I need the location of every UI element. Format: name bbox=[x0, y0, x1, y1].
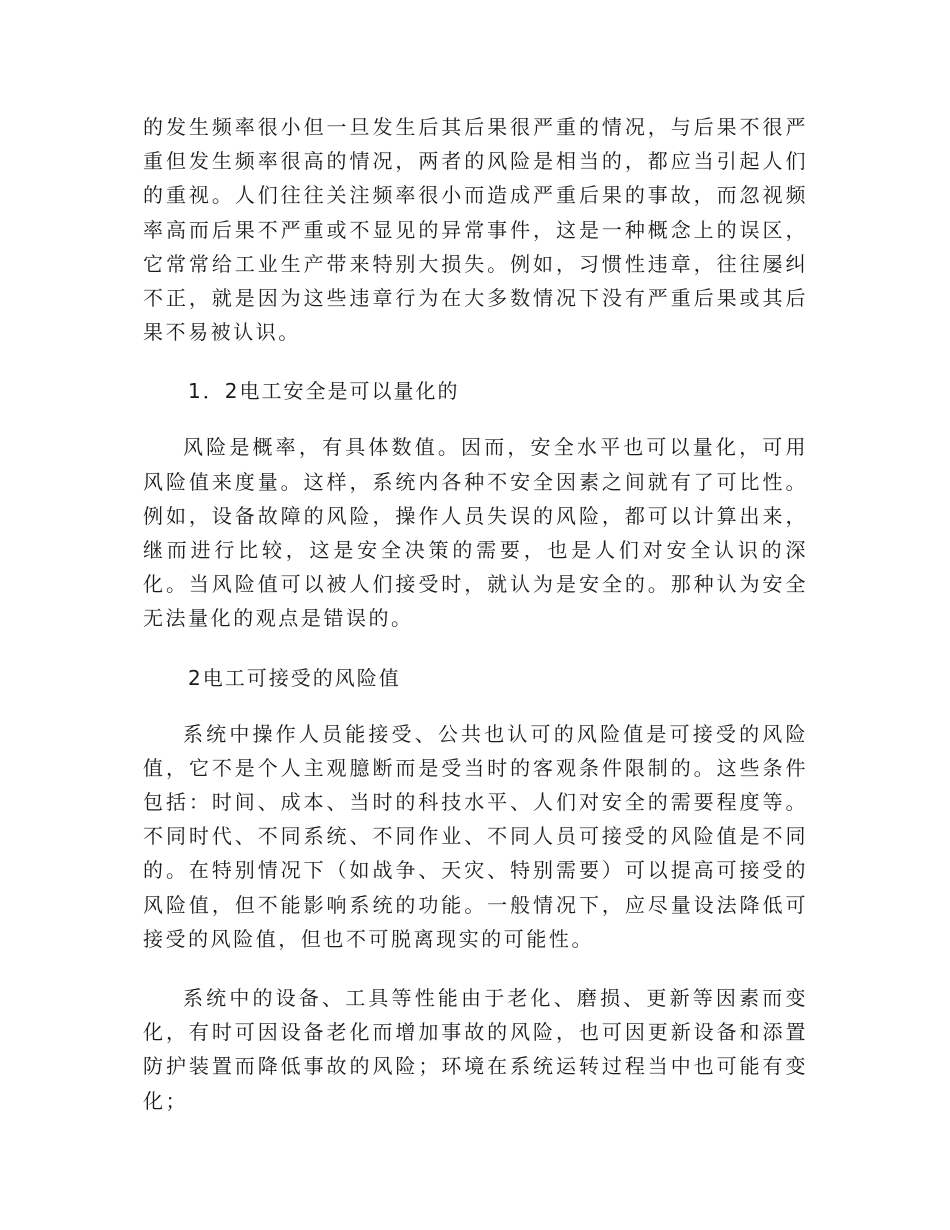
spacer bbox=[143, 956, 808, 981]
paragraph-continuation: 的发生频率很小但一旦发生后其后果很严重的情况，与后果不很严重但发生频率很高的情况，两者的风险是相当的，都应当引起人们的重视。人们往往关注频率很小而造成严重后果的事故，而忽视频率高而后果不严重或不显见的异常事件，这是一种概念上的误区，它常常给工业生产带来特别大损失。例如，习惯性违章，往往屡纠不正，就是因为这些违章行为在大多数情况下没有严重后果或其后果不易被认识。 bbox=[143, 115, 808, 345]
paragraph-quantifiable-safety: 风险是概率，有具体数值。因而，安全水平也可以量化，可用风险值来度量。这样，系统内各种不安全因素之间就有了可比性。例如，设备故障的风险，操作人员失误的风险，都可以计算出来，继而进行比较，这是安全决策的需要，也是人们对安全认识的深化。当风险值可以被人们接受时，就认为是安全的。那种认为安全无法量化的观点是错误的。 bbox=[143, 435, 808, 631]
spacer bbox=[143, 636, 808, 661]
document-body bbox=[143, 110, 808, 1118]
spacer bbox=[143, 695, 808, 717]
spacer bbox=[143, 408, 808, 430]
paragraph-acceptable-risk: 系统中操作人员能接受、公共也认可的风险值是可接受的风险值，它不是个人主观臆断而是受当时的客观条件限制的。这些条件包括：时间、成本、当时的科技水平、人们对安全的需要程度等。不同时代、不同系统、不同作业、不同人员可接受的风险值是不同的。在特别情况下（如战争、天灾、特别需要）可以提高可接受的风险值，但不能影响系统的功能。一般情况下，应尽量设法降低可接受的风险值，但也不可脱离现实的可能性。 bbox=[143, 721, 808, 951]
paragraph-equipment-change: 系统中的设备、工具等性能由于老化、磨损、更新等因素而变化，有时可因设备老化而增加事故的风险，也可因更新设备和添置防护装置而降低事故的风险；环境在系统运转过程当中也可能有变化； bbox=[143, 986, 808, 1113]
section-heading-2: 2电工可接受的风险值 bbox=[188, 665, 401, 690]
spacer bbox=[143, 349, 808, 374]
section-heading-1-2: 1．2电工安全是可以量化的 bbox=[188, 379, 460, 404]
